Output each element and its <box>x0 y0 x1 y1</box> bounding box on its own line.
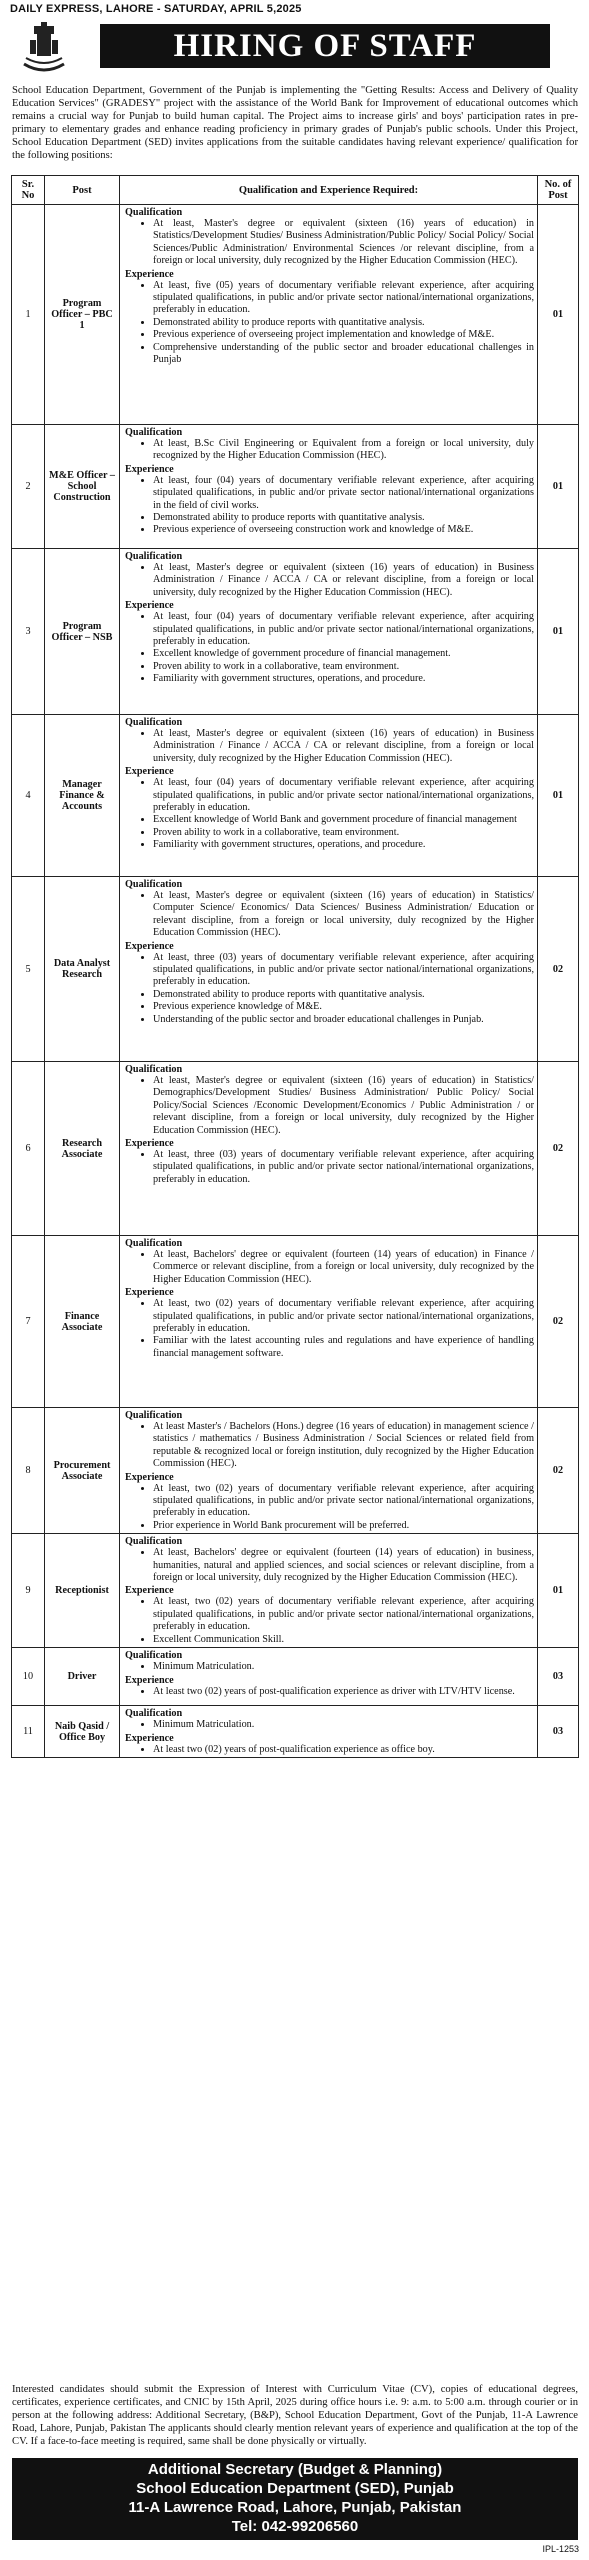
experience-list <box>123 777 534 851</box>
experience-label: Experience <box>125 1585 174 1597</box>
qualification-list <box>123 1547 534 1584</box>
header-post: Post <box>45 176 120 205</box>
qualification-label: Qualification <box>125 1536 183 1548</box>
experience-item: • Previous experience of overseeing project implementation and knowledge of M&E. <box>153 329 534 341</box>
qualification-item: • At least, B.Sc Civil Engineering or Equivalent from a foreign or local university, duly recognized by the Higher Education Commission (HEC). <box>153 438 534 463</box>
row-requirements <box>120 425 538 549</box>
row-number-of-posts: 02 <box>538 1408 579 1534</box>
row-number-of-posts: 03 <box>538 1706 579 1758</box>
experience-label: Experience <box>125 1471 174 1483</box>
experience-list <box>123 1744 534 1756</box>
row-sr-no: 2 <box>12 425 45 549</box>
qualification-list <box>123 1719 534 1731</box>
row-sr-no: 3 <box>12 549 45 715</box>
qualification-item: • At least, Master's degree or equivalent (sixteen (16) years of education) in Statistics/Development Studies/ Business Administration/Public Policy/ Social Policy/ Social Sciences/Public Administration/ Environmental Sciences /or relevant discipline, from a foreign or local university, duly recognized by the Higher Education Commission (HEC). <box>153 218 534 268</box>
experience-item: • Excellent knowledge of government procedure of financial management. <box>153 648 534 660</box>
row-requirements <box>120 877 538 1062</box>
qualification-label: Qualification <box>125 1708 183 1720</box>
row-number-of-posts: 02 <box>538 1062 579 1236</box>
contact-department: School Education Department (SED), Punjab <box>136 2480 454 2497</box>
table-row <box>12 1706 579 1758</box>
table-row <box>12 1408 579 1534</box>
experience-item: • At least, two (02) years of documentary verifiable relevant experience, after acquiring stipulated qualifications, in public and/or private sector national/international organizations, preferably in education. <box>153 1596 534 1633</box>
row-requirements <box>120 1236 538 1408</box>
experience-label: Experience <box>125 940 174 952</box>
row-sr-no: 9 <box>12 1534 45 1648</box>
row-sr-no: 6 <box>12 1062 45 1236</box>
row-sr-no: 10 <box>12 1648 45 1706</box>
experience-label: Experience <box>125 1138 174 1150</box>
row-post-title: Data Analyst Research <box>45 877 120 1062</box>
row-sr-no: 5 <box>12 877 45 1062</box>
qualification-item: • At least Master's / Bachelors (Hons.) degree (16 years of education) in management science / statistics / mathematics / Business Administration / Social Sciences or related field from reputable & recognized local or foreign institution, duly recognized by the Higher Education Commission (HEC). <box>153 1421 534 1471</box>
qualification-label: Qualification <box>125 879 183 890</box>
row-post-title: M&E Officer – School Construction <box>45 425 120 549</box>
row-requirements <box>120 1648 538 1706</box>
ad-code: IPL-1253 <box>542 2544 579 2554</box>
experience-item: • Demonstrated ability to produce reports with quantitative analysis. <box>153 989 534 1001</box>
punjab-government-logo <box>16 20 72 72</box>
qualification-label: Qualification <box>125 1650 183 1662</box>
qualification-label: Qualification <box>125 551 183 562</box>
experience-item: • Demonstrated ability to produce reports with quantitative analysis. <box>153 317 534 329</box>
qualification-item: • At least, Bachelors' degree or equivalent (fourteen (14) years of education) in business, humanities, natural and applied sciences, and social sciences or relevant discipline, from a foreign or local university, duly recognized by the Higher Education Commission (HEC). <box>153 1547 534 1584</box>
experience-label: Experience <box>125 1287 174 1299</box>
qualification-label: Qualification <box>125 207 183 218</box>
experience-item: • Familiarity with government structures, operations, and procedure. <box>153 839 534 851</box>
row-sr-no: 7 <box>12 1236 45 1408</box>
row-post-title: Program Officer – PBC 1 <box>45 205 120 425</box>
qualification-item: • Minimum Matriculation. <box>153 1661 534 1673</box>
qualification-list <box>123 1075 534 1137</box>
experience-list <box>123 280 534 367</box>
row-post-title: Manager Finance & Accounts <box>45 715 120 877</box>
row-post-title: Procurement Associate <box>45 1408 120 1534</box>
row-number-of-posts: 01 <box>538 425 579 549</box>
row-post-title: Program Officer – NSB <box>45 549 120 715</box>
experience-list <box>123 1483 534 1533</box>
row-number-of-posts: 01 <box>538 715 579 877</box>
row-number-of-posts: 02 <box>538 1236 579 1408</box>
row-number-of-posts: 03 <box>538 1648 579 1706</box>
table-row <box>12 425 579 549</box>
experience-label: Experience <box>125 463 174 475</box>
experience-item: • Previous experience of overseeing construction work and knowledge of M&E. <box>153 524 534 536</box>
table-row <box>12 1062 579 1236</box>
qualification-label: Qualification <box>125 1410 183 1421</box>
experience-item: • Proven ability to work in a collaborative, team environment. <box>153 827 534 839</box>
experience-label: Experience <box>125 1732 174 1744</box>
experience-item: • At least, two (02) years of documentary verifiable relevant experience, after acquiring stipulated qualifications, in public and/or private sector national/international organizations, preferably in education. <box>153 1298 534 1335</box>
experience-list <box>123 1149 534 1186</box>
experience-item: • Understanding of the public sector and broader educational challenges in Punjab. <box>153 1014 534 1026</box>
header-sr-no: Sr. No <box>12 176 45 205</box>
row-requirements <box>120 1534 538 1648</box>
row-post-title: Driver <box>45 1648 120 1706</box>
experience-item: • Demonstrated ability to produce reports with quantitative analysis. <box>153 512 534 524</box>
qualification-item: • Minimum Matriculation. <box>153 1719 534 1731</box>
table-row <box>12 1534 579 1648</box>
application-instructions: Interested candidates should submit the Expression of Interest with Curriculum Vitae (CV), copies of educational degrees, certificates, experience certificates, and CNIC by 15th April, 2025 during office hours i.e. 9: a.m. to 5:00 a.m. through courier or in person at the following address: Additional Secretary, (B&P), School Education Department, Govt of the Punjab, 11-A Lawrence Road, Lahore, Punjab, Pakistan The applicants should clearly mention relevant years of experience and qualification at the top of the CV. If a face-to-face meeting is required, same shall be done physically or virtually. <box>12 2384 578 2447</box>
row-number-of-posts: 01 <box>538 205 579 425</box>
experience-label: Experience <box>125 1674 174 1686</box>
qualification-item: • At least, Master's degree or equivalent (sixteen (16) years of education) in Business Administration / Finance / ACCA / CA or relevant discipline, from a foreign or local university, duly recognized by the Higher Education Commission (HEC). <box>153 728 534 765</box>
experience-item: • Comprehensive understanding of the public sector and broader educational challenges in Punjab <box>153 342 534 367</box>
experience-item: • Proven ability to work in a collaborative, team environment. <box>153 661 534 673</box>
qualification-item: • At least, Master's degree or equivalent (sixteen (16) years of education) in Statistics/ Demographics/Development Studies/ Business Administration/ Public Policy/ Social Policy/Social Sciences /Economic Development/Economics / Public Administration / or relevant discipline, from a foreign or local university, duly recognized by the Higher Education Commission (HEC). <box>153 1075 534 1137</box>
experience-item: • Prior experience in World Bank procurement will be preferred. <box>153 1520 534 1532</box>
experience-label: Experience <box>125 766 174 778</box>
qualification-label: Qualification <box>125 1238 183 1249</box>
qualification-list <box>123 562 534 599</box>
row-number-of-posts: 01 <box>538 549 579 715</box>
table-row <box>12 549 579 715</box>
header-qualification: Qualification and Experience Required: <box>120 176 538 205</box>
qualification-list <box>123 438 534 463</box>
row-sr-no: 4 <box>12 715 45 877</box>
table-row <box>12 1236 579 1408</box>
experience-item: • Familiar with the latest accounting rules and regulations and have experience of handling financial management software. <box>153 1335 534 1360</box>
row-requirements <box>120 205 538 425</box>
contact-phone: Tel: 042-99206560 <box>231 2518 359 2535</box>
row-post-title: Finance Associate <box>45 1236 120 1408</box>
qualification-item: • At least, Bachelors' degree or equivalent (fourteen (14) years of education) in Finance / Commerce or relevant discipline, from a foreign or local university, duly recognized by the Higher Education Commission (HEC). <box>153 1249 534 1286</box>
positions-table <box>11 175 579 1758</box>
contact-block <box>12 2458 578 2540</box>
table-row <box>12 877 579 1062</box>
row-post-title: Research Associate <box>45 1062 120 1236</box>
row-post-title: Receptionist <box>45 1534 120 1648</box>
experience-label: Experience <box>125 600 174 612</box>
table-row <box>12 715 579 877</box>
experience-item: • Previous experience knowledge of M&E. <box>153 1001 534 1013</box>
experience-item: • At least two (02) years of post-qualification experience as office boy. <box>153 1744 534 1756</box>
experience-list <box>123 475 534 537</box>
row-requirements <box>120 715 538 877</box>
table-row <box>12 205 579 425</box>
qualification-list <box>123 1249 534 1286</box>
qualification-label: Qualification <box>125 427 183 438</box>
experience-list <box>123 1686 534 1698</box>
row-requirements <box>120 1408 538 1534</box>
qualification-item: • At least, Master's degree or equivalent (sixteen (16) years of education) in Business Administration / Finance / ACCA / CA or relevant discipline, from a foreign or local university, duly recognized by the Higher Education Commission (HEC). <box>153 562 534 599</box>
row-requirements <box>120 1062 538 1236</box>
qualification-item: • At least, Master's degree or equivalent (sixteen (16) years of education) in Statistics/ Computer Science/ Economics/ Data Sciences/ Business Administration/ Education or relevant discipline, from a foreign or local university, duly recognized by the Higher Education Commission (HEC). <box>153 890 534 940</box>
experience-item: • At least, three (03) years of documentary verifiable relevant experience, after acquiring stipulated qualifications, in public and/or private sector national/international organizations, preferably in education. <box>153 952 534 989</box>
row-number-of-posts: 02 <box>538 877 579 1062</box>
table-header-row <box>12 176 579 205</box>
qualification-label: Qualification <box>125 1064 183 1075</box>
experience-list <box>123 1596 534 1646</box>
experience-list <box>123 952 534 1026</box>
experience-item: • At least two (02) years of post-qualification experience as driver with LTV/HTV license. <box>153 1686 534 1698</box>
experience-list <box>123 611 534 685</box>
experience-item: • At least, two (02) years of documentary verifiable relevant experience, after acquiring stipulated qualifications, in public and/or private sector national/international organizations, preferably in education. <box>153 1483 534 1520</box>
row-number-of-posts: 01 <box>538 1534 579 1648</box>
contact-address: 11-A Lawrence Road, Lahore, Punjab, Pakistan <box>128 2499 462 2516</box>
experience-item: • At least, three (03) years of documentary verifiable relevant experience, after acquiring stipulated qualifications, in public and/or private sector national/international organizations, preferably in education. <box>153 1149 534 1186</box>
row-sr-no: 1 <box>12 205 45 425</box>
row-sr-no: 11 <box>12 1706 45 1758</box>
row-requirements <box>120 549 538 715</box>
table-row <box>12 1648 579 1706</box>
header-no-of-post: No. of Post <box>538 176 579 205</box>
row-post-title: Naib Qasid / Office Boy <box>45 1706 120 1758</box>
experience-item: • Excellent knowledge of World Bank and government procedure of financial management <box>153 814 534 826</box>
contact-title: Additional Secretary (Budget & Planning) <box>147 2461 443 2478</box>
ad-title: HIRING OF STAFF <box>100 24 550 68</box>
qualification-list <box>123 890 534 940</box>
experience-item: • Excellent Communication Skill. <box>153 1634 534 1646</box>
newspaper-masthead: DAILY EXPRESS, LAHORE - SATURDAY, APRIL 5,2025 <box>10 3 302 15</box>
qualification-list <box>123 218 534 268</box>
experience-item: • Familiarity with government structures, operations, and procedure. <box>153 673 534 685</box>
row-sr-no: 8 <box>12 1408 45 1534</box>
experience-item: • At least, four (04) years of documentary verifiable relevant experience, after acquiring stipulated qualifications, in public and/or private sector national/international organizations in the field of civil works. <box>153 475 534 512</box>
qualification-list <box>123 728 534 765</box>
qualification-list <box>123 1421 534 1471</box>
intro-paragraph: School Education Department, Government of the Punjab is implementing the "Getting Results: Access and Delivery of Quality Education Services" (GRADESY" project with the assistance of the World Bank for Improvement of educational outcomes which remains a crucial way for Punjab to build human capital. The Project aims to increase girls' and boys' participation rates in pre-primary to elementary grades and enhance reading proficiency in primary grades of Punjab's public schools. Under this Project, School Education Department (SED) invites applications from the suitable candidates having relevant experience/ qualification for the following positions: <box>12 85 578 161</box>
qualification-label: Qualification <box>125 717 183 728</box>
experience-item: • At least, four (04) years of documentary verifiable relevant experience, after acquiring stipulated qualifications, in public and/or private sector national/international organizations, preferably in education. <box>153 777 534 814</box>
row-requirements <box>120 1706 538 1758</box>
experience-label: Experience <box>125 268 174 280</box>
experience-list <box>123 1298 534 1360</box>
qualification-list <box>123 1661 534 1673</box>
experience-item: • At least, four (04) years of documentary verifiable relevant experience, after acquiring stipulated qualifications, in public and/or private sector national/international organizations, preferably in education. <box>153 611 534 648</box>
experience-item: • At least, five (05) years of documentary verifiable relevant experience, after acquiring stipulated qualifications, in public and/or private sector national/international organizations, preferably in education. <box>153 280 534 317</box>
